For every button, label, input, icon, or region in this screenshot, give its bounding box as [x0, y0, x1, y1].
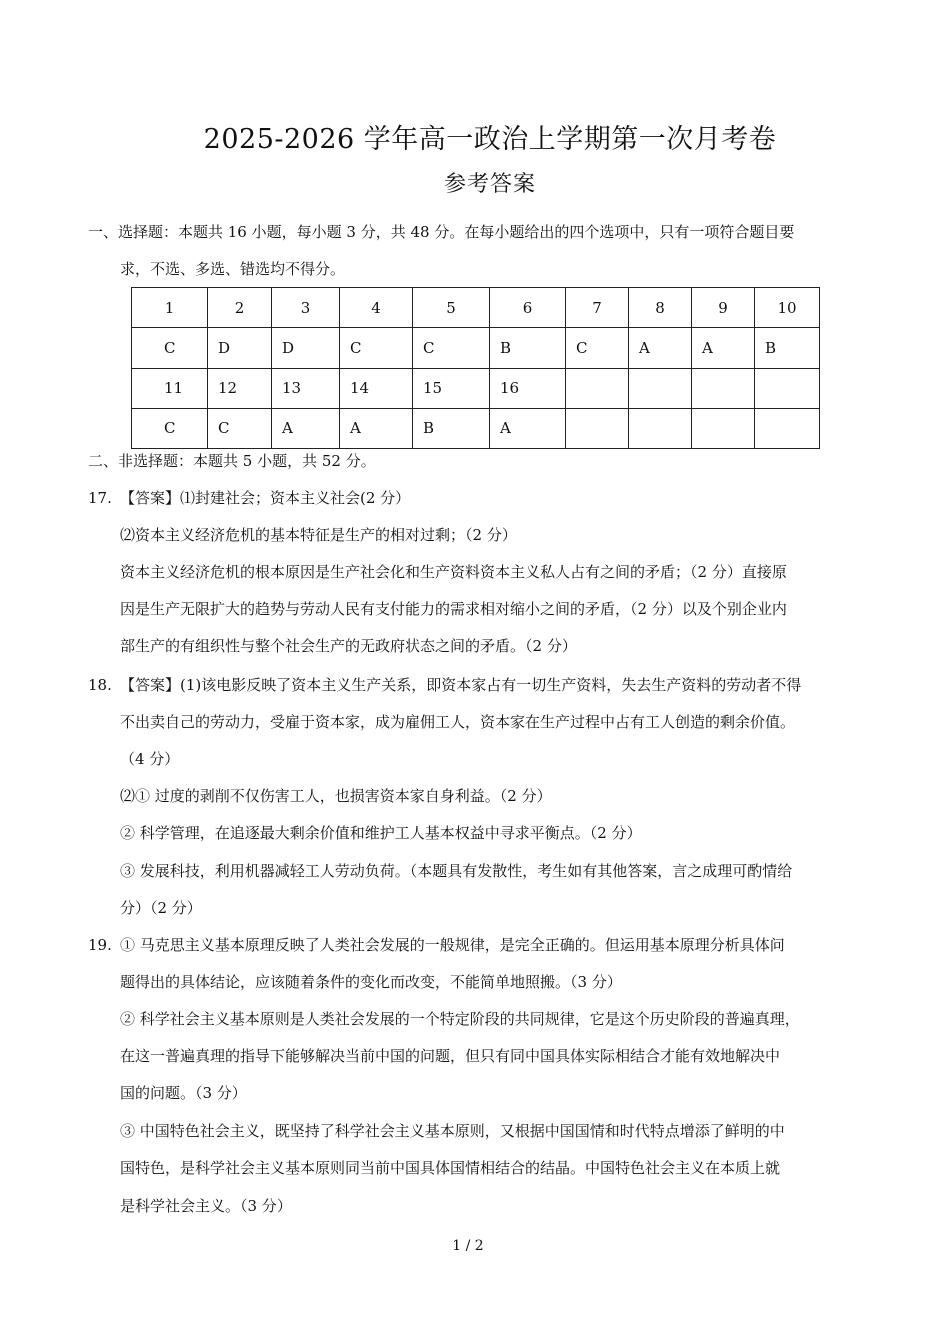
q19-line7: 国特色，是科学社会主义基本原则同当前中国具体国情相结合的结晶。中国特色社会主义在本质上就: [120, 1159, 781, 1177]
table-cell: C: [132, 328, 208, 368]
table-cell: [566, 408, 629, 448]
answer-table: [131, 287, 820, 449]
table-cell: D: [208, 328, 272, 368]
q19-line6: ③ 中国特色社会主义，既坚持了科学社会主义基本原则，又根据中国国情和时代特点增添了鲜明的中: [120, 1122, 785, 1140]
page-subtitle: 参考答案: [443, 172, 536, 197]
table-cell: [629, 368, 692, 408]
q18-line6: ③ 发展科技，利用机器减轻工人劳动负荷。（本题具有发散性，考生如有其他答案，言之成理可酌情给: [120, 862, 793, 880]
q19-line4: 在这一普遍真理的指导下能够解决当前中国的问题，但只有同中国具体实际相结合才能有效地解决中: [120, 1047, 781, 1065]
table-cell: C: [132, 408, 208, 448]
q19-line2: 题得出的具体结论，应该随着条件的变化而改变，不能简单地照搬。（3 分）: [120, 973, 622, 991]
question-number-row: [132, 368, 820, 408]
table-cell: 4: [340, 288, 413, 328]
q19-line5: 国的问题。（3 分）: [120, 1084, 247, 1102]
table-cell: A: [272, 408, 340, 448]
section1-intro-line2: 求，不选、多选、错选均不得分。: [120, 260, 346, 278]
section2-intro: 二、非选择题：本题共 5 小题，共 52 分。: [88, 452, 376, 470]
q18-line4: ⑵① 过度的剥削不仅伤害工人，也损害资本家自身利益。（2 分）: [120, 787, 552, 805]
table-cell: C: [566, 328, 629, 368]
table-cell: C: [340, 328, 413, 368]
table-cell: 13: [272, 368, 340, 408]
table-cell: 12: [208, 368, 272, 408]
table-cell: 15: [413, 368, 490, 408]
q19-line8: 是科学社会主义。（3 分）: [120, 1197, 292, 1215]
table-cell: 1: [132, 288, 208, 328]
q18-line3: （4 分）: [120, 750, 180, 768]
q18-line1: 【答案】(1)该电影反映了资本主义生产关系，即资本家占有一切生产资料，失去生产资料的劳动者不得: [120, 676, 802, 694]
q18-line7: 分）（2 分）: [120, 899, 202, 917]
q19-line3: ② 科学社会主义基本原则是人类社会发展的一个特定阶段的共同规律，它是这个历史阶段的普遍真理，: [120, 1010, 800, 1028]
table-cell: 8: [629, 288, 692, 328]
q19-line1: ① 马克思主义基本原理反映了人类社会发展的一般规律，是完全正确的。但运用基本原理分析具体问: [120, 936, 785, 954]
table-cell: [566, 368, 629, 408]
table-cell: [692, 368, 755, 408]
table-cell: 14: [340, 368, 413, 408]
table-cell: B: [755, 328, 820, 368]
table-cell: 10: [755, 288, 820, 328]
question-number-row: [132, 288, 820, 328]
table-cell: 3: [272, 288, 340, 328]
table-cell: C: [413, 328, 490, 368]
table-cell: 7: [566, 288, 629, 328]
page-number: 1 / 2: [452, 1238, 484, 1254]
table-cell: 9: [692, 288, 755, 328]
q17-line4: 因是生产无限扩大的趋势与劳动人民有支付能力的需求相对缩小之间的矛盾，（2 分）以及个别企业内: [120, 600, 787, 618]
table-cell: A: [629, 328, 692, 368]
table-cell: [755, 408, 820, 448]
section1-intro-line1: 一、选择题：本题共 16 小题，每小题 3 分，共 48 分。在每小题给出的四个选项中，只有一项符合题目要: [88, 223, 795, 241]
answer-row: [132, 328, 820, 368]
table-cell: 5: [413, 288, 490, 328]
table-cell: [629, 408, 692, 448]
table-cell: A: [692, 328, 755, 368]
q18-line5: ② 科学管理，在追逐最大剩余价值和维护工人基本权益中寻求平衡点。（2 分）: [120, 824, 642, 842]
q17-line3: 资本主义经济危机的根本原因是生产社会化和生产资料资本主义私人占有之间的矛盾；（2 分）直接原: [120, 563, 787, 581]
table-cell: [692, 408, 755, 448]
table-cell: 6: [490, 288, 566, 328]
q17-line2: ⑵资本主义经济危机的基本特征是生产的相对过剩；（2 分）: [120, 526, 517, 544]
table-cell: 16: [490, 368, 566, 408]
question-17-number: 17.: [88, 489, 112, 507]
question-19-number: 19.: [88, 936, 112, 954]
question-18-number: 18.: [88, 676, 112, 694]
answer-row: [132, 408, 820, 448]
table-cell: B: [413, 408, 490, 448]
table-cell: 11: [132, 368, 208, 408]
table-cell: C: [208, 408, 272, 448]
q17-line1: 【答案】⑴封建社会；资本主义社会(2 分）: [120, 489, 411, 507]
table-cell: [755, 368, 820, 408]
q17-line5: 部生产的有组织性与整个社会生产的无政府状态之间的矛盾。（2 分）: [120, 637, 577, 655]
table-cell: 2: [208, 288, 272, 328]
table-cell: A: [340, 408, 413, 448]
table-cell: D: [272, 328, 340, 368]
table-cell: A: [490, 408, 566, 448]
q18-line2: 不出卖自己的劳动力，受雇于资本家，成为雇佣工人，资本家在生产过程中占有工人创造的剩余价值。: [120, 713, 796, 731]
page-title: 2025-2026 学年高一政治上学期第一次月考卷: [203, 124, 777, 155]
table-cell: B: [490, 328, 566, 368]
